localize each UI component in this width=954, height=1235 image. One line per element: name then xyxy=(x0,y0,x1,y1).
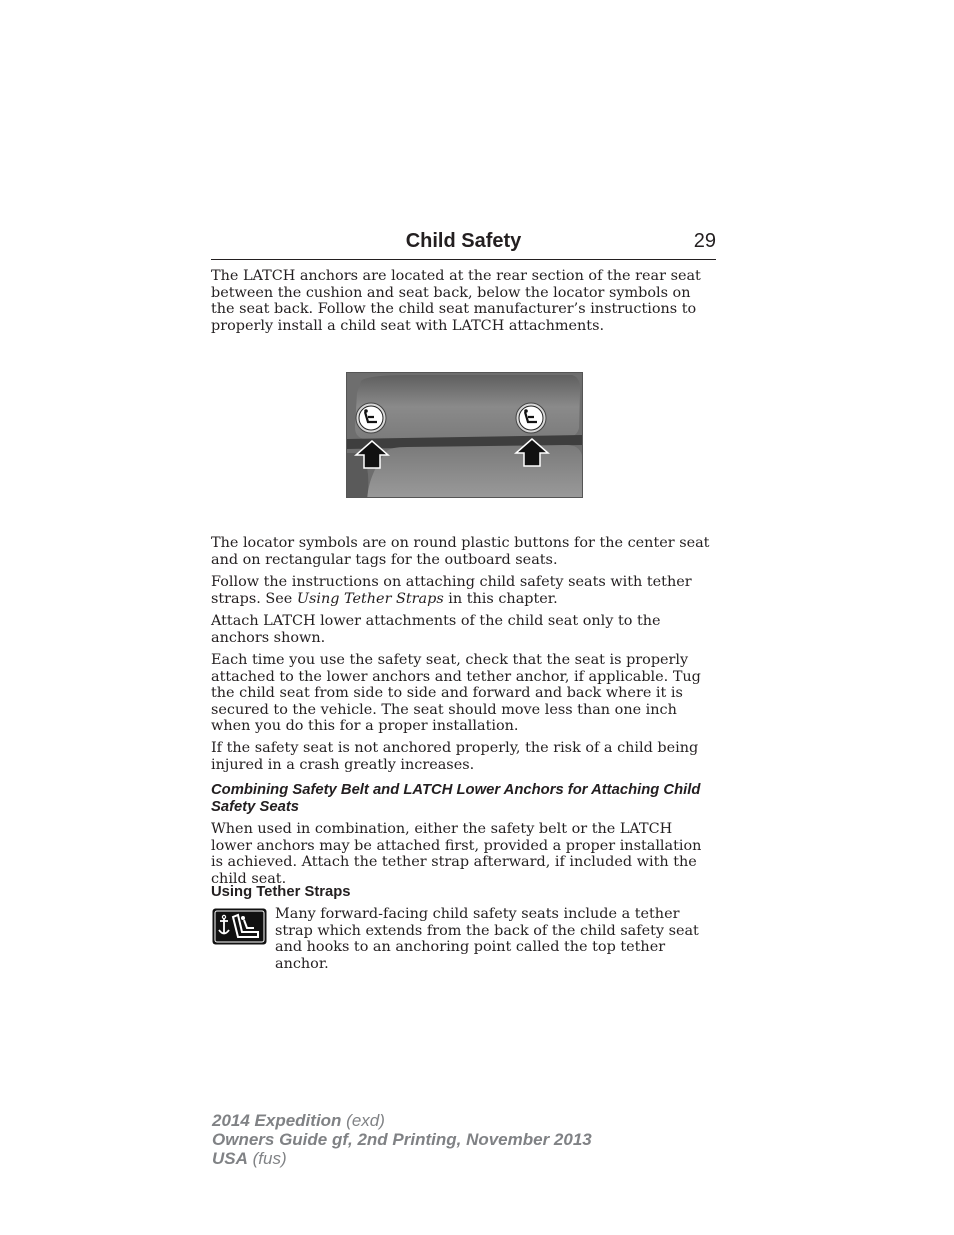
paragraph-combination: When used in combination, either the safety belt or the LATCH lower anchors may be attached first, provided a proper installation is achieved. Attach the tether strap afterward, if included with the child seat. xyxy=(211,821,702,887)
paragraph-tether-reference xyxy=(211,574,716,607)
paragraph-latch-location: The LATCH anchors are located at the rear section of the rear seat between the cushion and seat back, below the locator symbols on the seat back. Follow the child seat manufacturer’s instructions to properly install a child seat with LATCH attachments. xyxy=(211,268,701,334)
paragraph-tether-description: Many forward-facing child safety seats include a tether strap which extends from the back of the child safety seat and hooks to an anchoring point called the top tether anchor. xyxy=(275,906,699,972)
paragraph-locator-symbols: The locator symbols are on round plastic buttons for the center seat and on rectangular tags for the outboard seats. xyxy=(211,535,710,568)
footer-model-line xyxy=(212,1111,592,1130)
footer-market: USA xyxy=(212,1149,248,1169)
page-footer xyxy=(212,1111,592,1169)
paragraph-check-seat: Each time you use the safety seat, check that the seat is properly attached to the lower anchors and tether anchor, if applicable. Tug the child seat from side to side and forward and back where it is secured to the vehicle. The seat should move less than one inch when you do this for a proper installation. xyxy=(211,652,701,735)
tether-reference-text-end: in this chapter. xyxy=(443,590,558,607)
footer-guide-line xyxy=(212,1130,592,1149)
paragraph-attach-latch: Attach LATCH lower attachments of the child seat only to the anchors shown. xyxy=(211,613,661,646)
footer-model: 2014 Expedition xyxy=(212,1111,342,1130)
seat-anchors-illustration xyxy=(347,373,583,498)
tether-reference-link[interactable]: Using Tether Straps xyxy=(296,590,444,607)
paragraph-risk-warning: If the safety seat is not anchored properly, the risk of a child being injured in a crash greatly increases. xyxy=(211,740,699,773)
page-number: 29 xyxy=(693,230,716,252)
footer-guide: Owners Guide gf, 2nd Printing, November 2013 xyxy=(212,1130,592,1150)
subheading-tether-straps: Using Tether Straps xyxy=(211,884,351,900)
tether-anchor-icon xyxy=(212,908,267,945)
footer-market-code: (fus) xyxy=(252,1149,287,1169)
subheading-combining-anchors: Combining Safety Belt and LATCH Lower Anchors for Attaching Child Safety Seats xyxy=(211,782,701,815)
footer-model-code: (exd) xyxy=(346,1111,385,1130)
latch-anchor-photo xyxy=(346,372,583,498)
tether-reference-text-start: Follow the instructions on attaching child safety seats with tether straps. See xyxy=(211,574,692,607)
page-header xyxy=(211,228,716,260)
section-title: Child Safety xyxy=(405,230,522,252)
footer-market-line xyxy=(212,1149,592,1168)
